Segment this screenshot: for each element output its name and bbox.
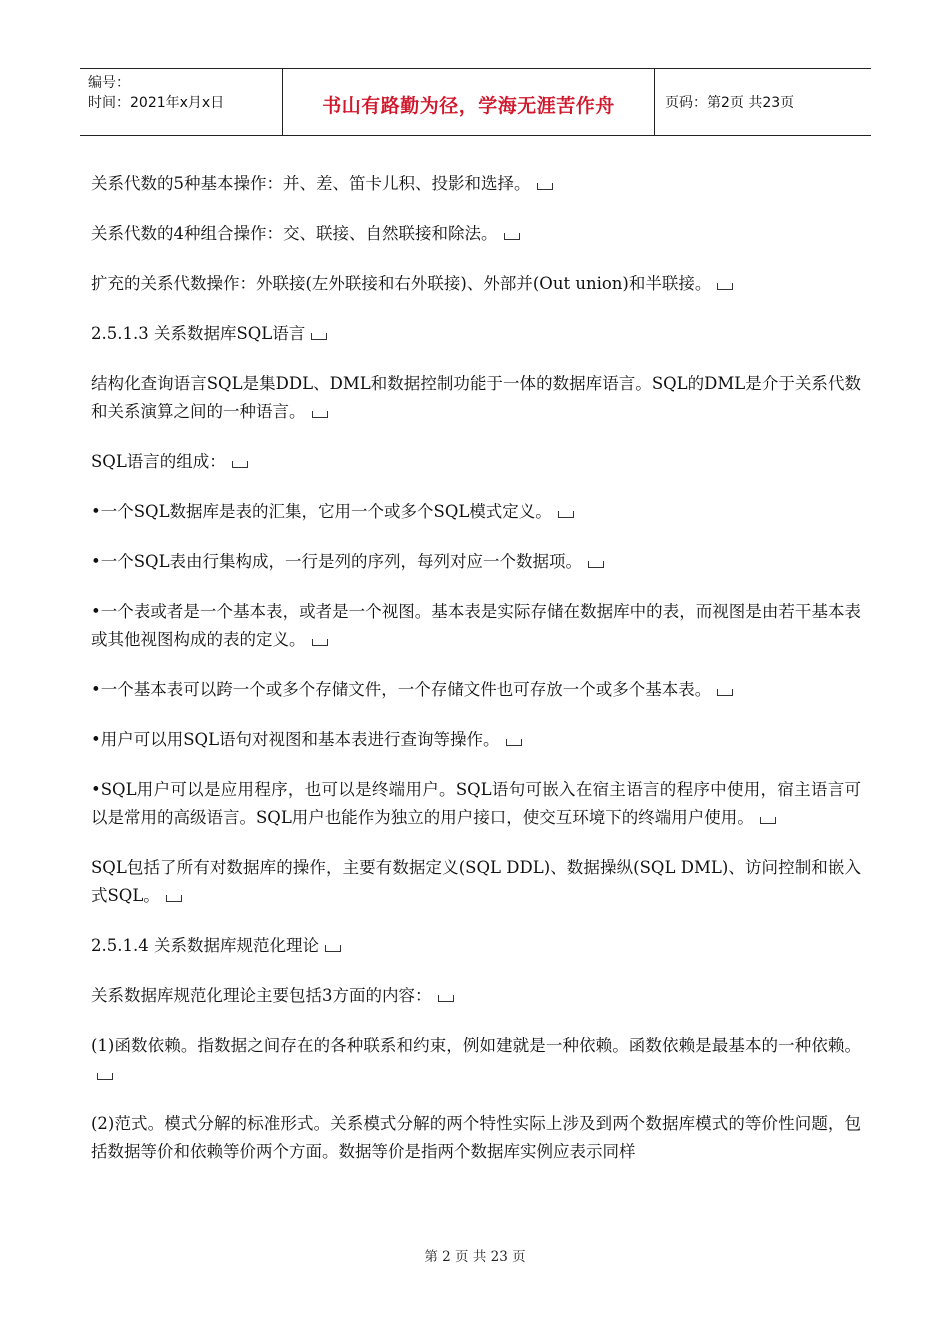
paragraph-basic-ops: 关系代数的5种基本操作：并、差、笛卡儿积、投影和选择。: [91, 170, 861, 198]
bullet-item: •一个SQL数据库是表的汇集，它用一个或多个SQL模式定义。: [91, 498, 861, 526]
paragraph-sql-composition: SQL语言的组成：: [91, 448, 861, 476]
header-left-cell: [80, 69, 282, 135]
paragraph-mark-icon: [537, 183, 553, 190]
document-body: [91, 170, 861, 1188]
header-motto-cell: [282, 69, 655, 135]
paragraph-mark-icon: [504, 233, 520, 240]
paragraph-normal-form: (2)范式。模式分解的标准形式。关系模式分解的两个特性实际上涉及到两个数据库模式的等价性问题，包括数据等价和依赖等价两个方面。数据等价是指两个数据库实例应表示同样: [91, 1114, 861, 1161]
document-number-label: 编号：: [88, 75, 130, 91]
paragraph-mark-icon: [312, 639, 328, 646]
header-table: [80, 68, 871, 136]
paragraph-mark-icon: [717, 283, 733, 290]
bullet-item: •一个基本表可以跨一个或多个存储文件，一个存储文件也可存放一个或多个基本表。: [91, 676, 861, 704]
paragraph-functional-dependency: (1)函数依赖。指数据之间存在的各种联系和约束，例如建就是一种依赖。函数依赖是最基本的一种依赖。: [91, 1032, 861, 1088]
paragraph-mark-icon: [506, 739, 522, 746]
bullet-item: •一个SQL表由行集构成，一行是列的序列，每列对应一个数据项。: [91, 548, 861, 576]
section-heading-normalization: 2.5.1.4 关系数据库规范化理论: [91, 932, 861, 960]
header-page-info: 页码：第2页 共23页: [665, 95, 795, 111]
paragraph-mark-icon: [760, 817, 776, 824]
bullet-item: •SQL用户可以是应用程序，也可以是终端用户。SQL语句可嵌入在宿主语言的程序中使用，宿主语言可以是常用的高级语言。SQL用户也能作为独立的用户接口，使交互环境下的终端用户使用。: [91, 780, 861, 827]
paragraph-mark-icon: [311, 333, 327, 340]
bullet-item: •一个表或者是一个基本表，或者是一个视图。基本表是实际存储在数据库中的表，而视图是由若干基本表或其他视图构成的表的定义。: [91, 602, 861, 649]
paragraph-sql-scope: SQL包括了所有对数据库的操作，主要有数据定义(SQL DDL)、数据操纵(SQL DML)、访问控制和嵌入式SQL。: [91, 858, 861, 905]
paragraph-normalization-intro: 关系数据库规范化理论主要包括3方面的内容：: [91, 982, 861, 1010]
paragraph-combined-ops: 关系代数的4种组合操作：交、联接、自然联接和除法。: [91, 220, 861, 248]
paragraph-mark-icon: [325, 945, 341, 952]
paragraph-mark-icon: [166, 895, 182, 902]
section-heading-sql: 2.5.1.3 关系数据库SQL语言: [91, 320, 861, 348]
header-page-cell: [655, 69, 871, 135]
paragraph-mark-icon: [438, 995, 454, 1002]
paragraph-mark-icon: [717, 689, 733, 696]
header-motto: 书山有路勤为径，学海无涯苦作舟: [322, 94, 615, 117]
footer-page-number: 第 2 页 共 23 页: [424, 1249, 526, 1265]
page-footer: [0, 1245, 950, 1265]
paragraph-mark-icon: [558, 511, 574, 518]
bullet-item: •用户可以用SQL语句对视图和基本表进行查询等操作。: [91, 726, 861, 754]
paragraph-mark-icon: [232, 461, 248, 468]
paragraph-sql-intro: 结构化查询语言SQL是集DDL、DML和数据控制功能于一体的数据库语言。SQL的DML是介于关系代数和关系演算之间的一种语言。: [91, 374, 861, 421]
paragraph-mark-icon: [312, 411, 328, 418]
document-date: 时间：2021年x月x日: [88, 95, 225, 111]
paragraph-extended-ops: 扩充的关系代数操作：外联接(左外联接和右外联接)、外部并(Out union)和半联接。: [91, 270, 861, 298]
paragraph-mark-icon: [588, 561, 604, 568]
paragraph-mark-icon: [97, 1073, 113, 1080]
